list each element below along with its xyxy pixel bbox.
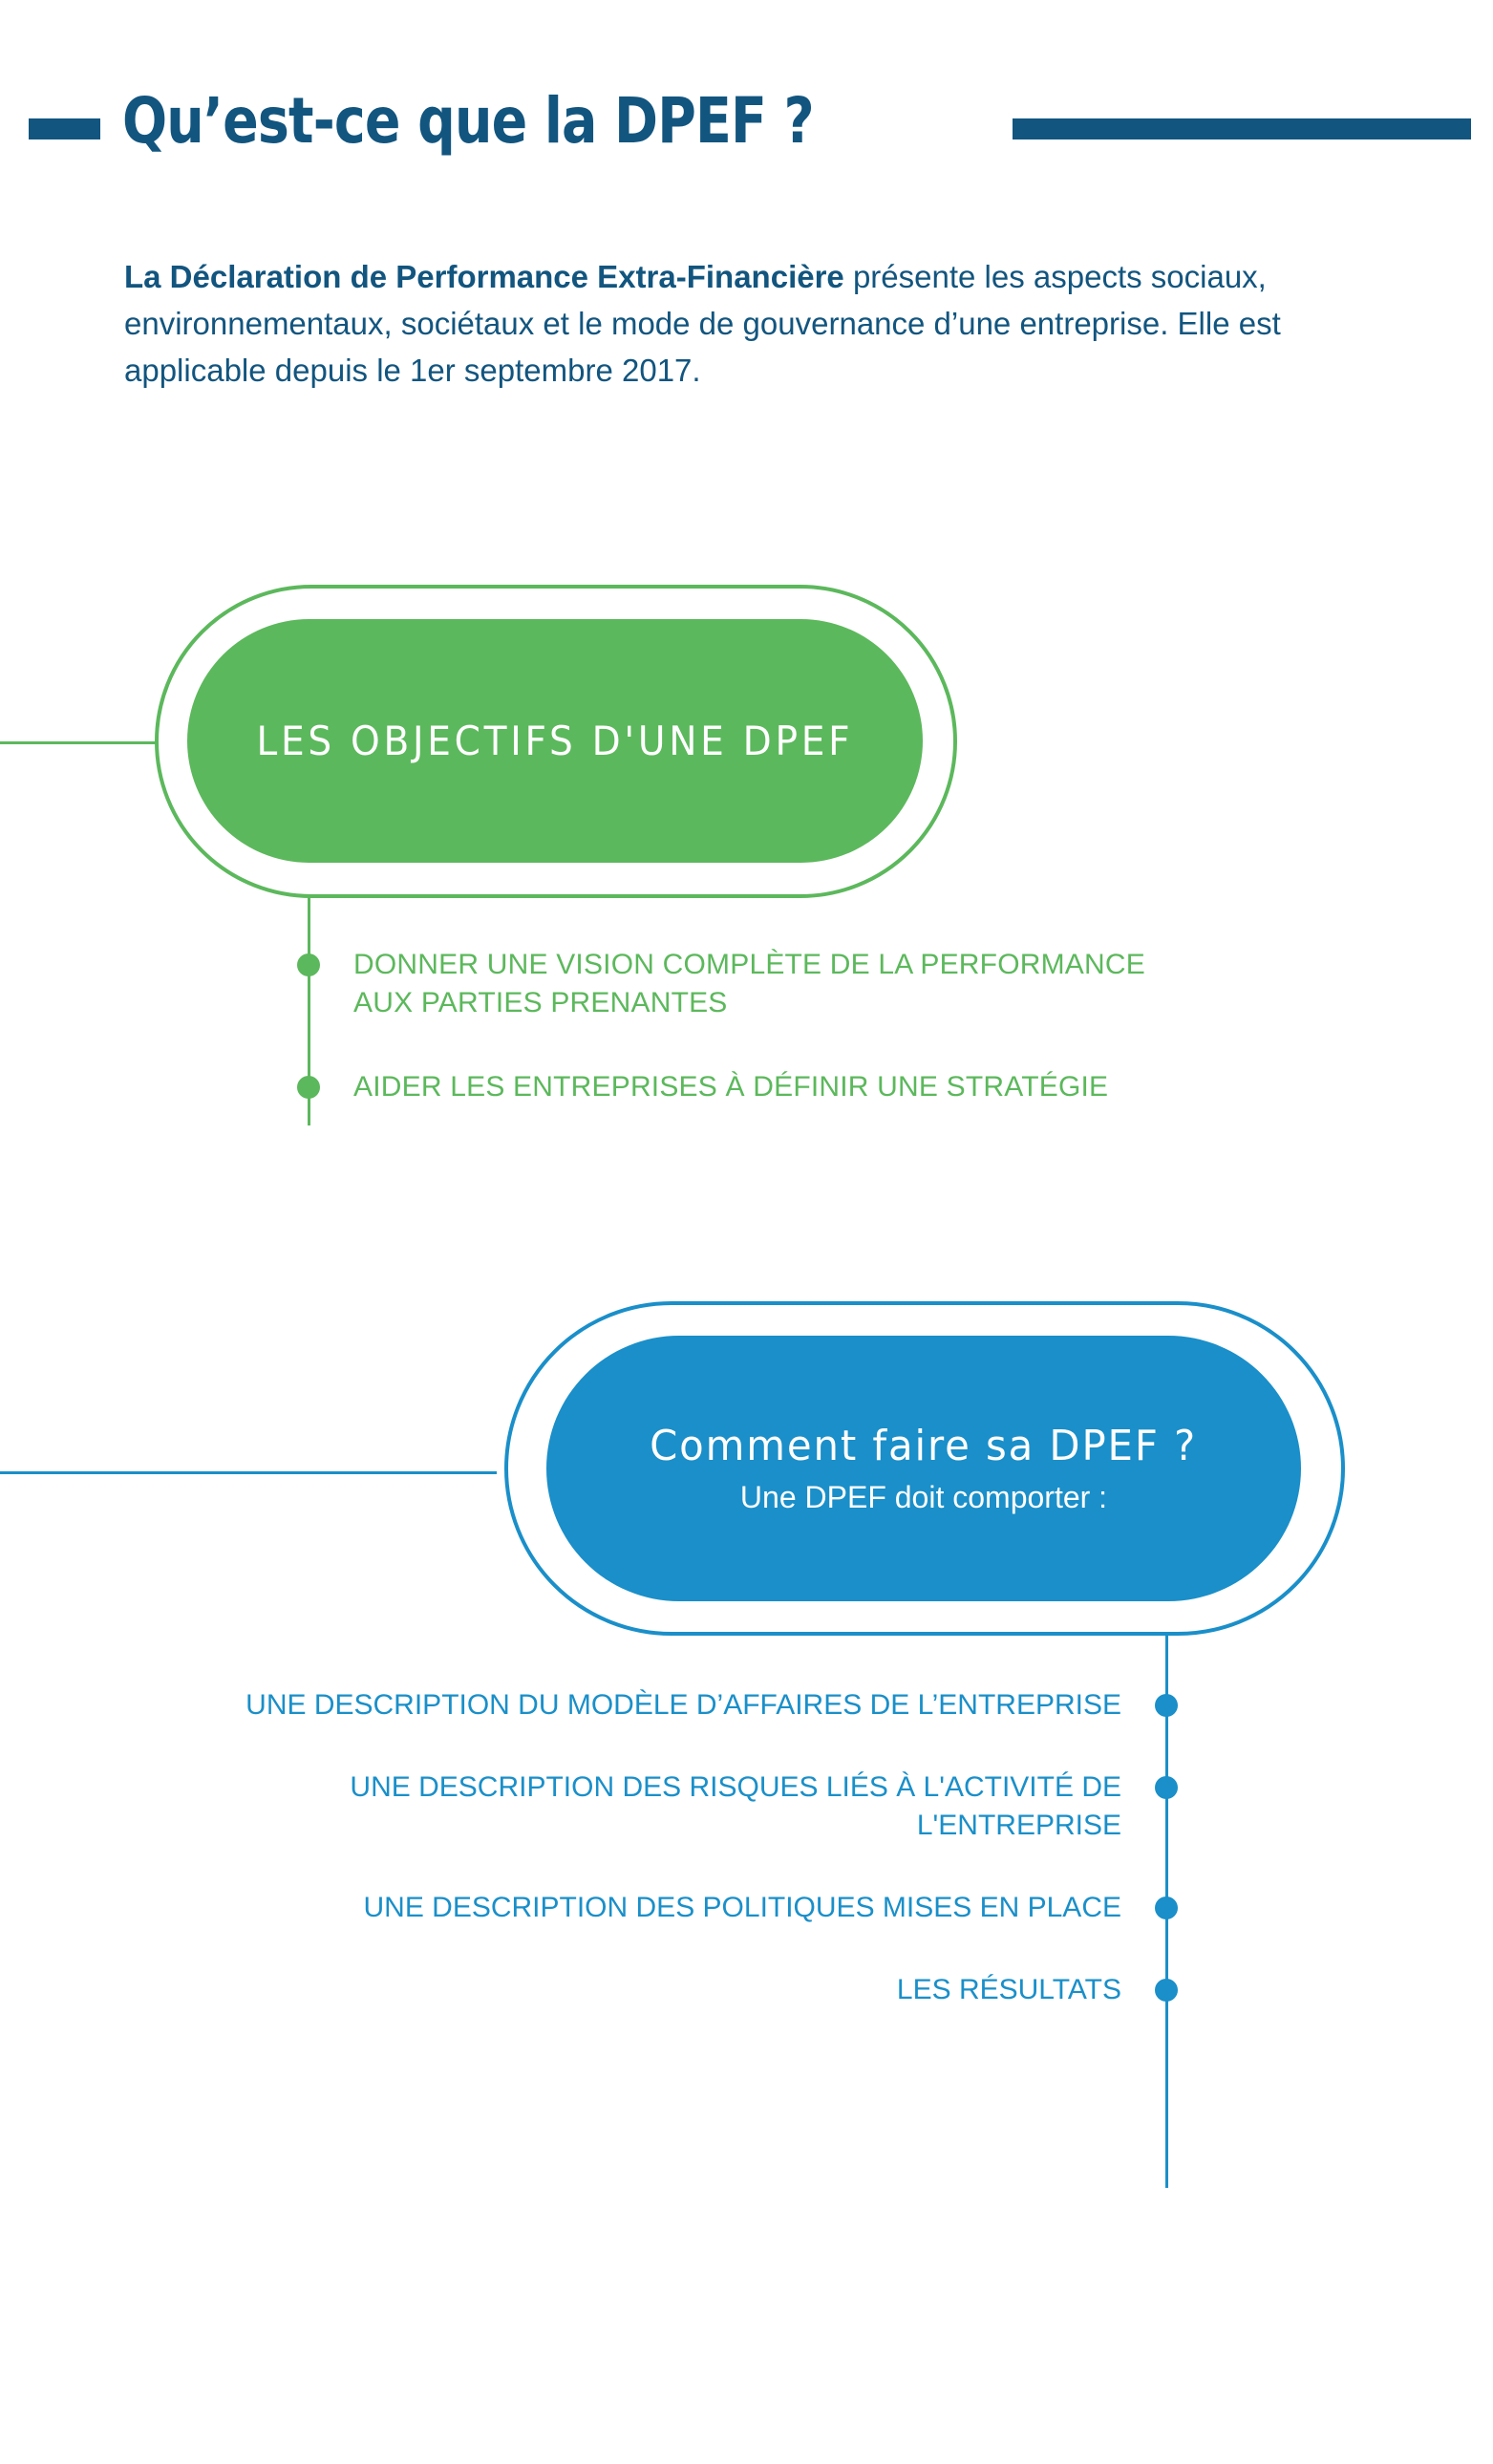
bullet-dot-icon bbox=[1155, 1896, 1178, 1919]
blue-howto-node[interactable] bbox=[546, 1336, 1301, 1601]
blue-node-title: Comment faire sa DPEF ? bbox=[650, 1422, 1198, 1470]
intro-paragraph bbox=[124, 253, 1318, 394]
list-item bbox=[308, 946, 1167, 1022]
list-item-label: LES RÉSULTATS bbox=[896, 1974, 1121, 2005]
bullet-dot-icon bbox=[297, 1076, 320, 1099]
header-rule-right bbox=[1013, 118, 1471, 139]
list-item bbox=[191, 1768, 1167, 1845]
bullet-dot-icon bbox=[1155, 1694, 1178, 1717]
green-connector-line bbox=[0, 741, 162, 744]
blue-requirements-list bbox=[191, 1686, 1167, 2053]
list-item-label: UNE DESCRIPTION DES POLITIQUES MISES EN PLACE bbox=[363, 1892, 1121, 1923]
list-item bbox=[191, 1686, 1167, 1725]
list-item bbox=[191, 1889, 1167, 1927]
green-objectives-node[interactable] bbox=[187, 619, 923, 863]
list-item-label: AIDER LES ENTREPRISES À DÉFINIR UNE STRATÉGIE bbox=[353, 1071, 1109, 1103]
list-item bbox=[191, 1971, 1167, 2009]
bullet-dot-icon bbox=[1155, 1776, 1178, 1799]
intro-lead: La Déclaration de Performance Extra-Financière bbox=[124, 259, 844, 294]
page-title: Qu’est-ce que la DPEF ? bbox=[122, 84, 814, 158]
bullet-dot-icon bbox=[1155, 1979, 1178, 2002]
blue-connector-line bbox=[0, 1471, 497, 1474]
blue-node-subtitle: Une DPEF doit comporter : bbox=[739, 1480, 1108, 1514]
list-item bbox=[308, 1068, 1167, 1106]
intro-body: présente les aspects sociaux, environnementaux, sociétaux et le mode de gouvernance d’une entreprise. Elle est applicable depuis le 1er septembre 2017. bbox=[124, 259, 1281, 388]
list-item-label: DONNER UNE VISION COMPLÈTE DE LA PERFORMANCE AUX PARTIES PRENANTES bbox=[353, 949, 1145, 1018]
list-item-label: UNE DESCRIPTION DES RISQUES LIÉS À L'ACTIVITÉ DE L'ENTREPRISE bbox=[350, 1771, 1121, 1841]
green-objectives-list bbox=[308, 946, 1167, 1152]
green-node-label: LES OBJECTIFS D'UNE DPEF bbox=[256, 718, 854, 764]
page-header bbox=[0, 84, 1493, 162]
bullet-dot-icon bbox=[297, 953, 320, 976]
list-item-label: UNE DESCRIPTION DU MODÈLE D’AFFAIRES DE L’ENTREPRISE bbox=[245, 1689, 1121, 1721]
header-rule-left bbox=[29, 118, 100, 139]
